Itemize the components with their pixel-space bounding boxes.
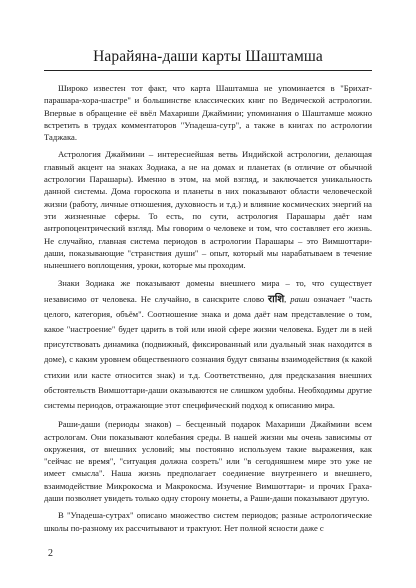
paragraph-3-text-a: Знаки Зодиака же показывают домены внешнего мира – то, что существует независимо от человека. Не случайно, в санскрите слово — [44, 278, 372, 304]
page-number: 2 — [48, 548, 53, 559]
devanagari-word: राशि — [268, 293, 285, 305]
paragraph-1: Широко известен тот факт, что карта Шаштамша не упоминается в "Брихат-парашара-хора-шастре" и большинстве классических книг по Ведической астрологии. Впервые в обращение её ввёл Махариши Джаймини; упоминания о Шаштамше можно встретить в трудах комментаторов "Упадеша-сутр", а также в книгах по астрологии Таджака. — [44, 83, 372, 143]
rashi-term: раши — [290, 293, 310, 304]
header-rule — [44, 70, 372, 71]
paragraph-3 — [44, 276, 372, 413]
paragraph-3-text-b: означает "часть целого, категория, объём". Соотношение знака и дома даёт нам представление о том, какое "настроение" будет царить в той или иной сфере жизни человека. Будет ли в ней присутствовать динамика (подвижный, фиксированный или дуальный знак находится в доме), с каким уровнем общественного сознания будут связаны взаимодействия (к какой стихии или касте относится знак) и т.д. Соответственно, для предсказания внешних обстоятельств Вимшоттари-даши оказываются не слишком удобны. Необходимы другие системы периодов, отражающие этот специфический подход к описанию мира. — [44, 293, 372, 411]
running-header: Нарайяна-даши карты Шаштамша — [93, 48, 323, 65]
paragraph-3-sep: , — [284, 293, 291, 304]
paragraph-5: В "Упадеша-сутрах" описано множество систем периодов; разные астрологические школы по-разному их рассчитывают и трактуют. Нет полной ясности даже с — [44, 510, 372, 533]
paragraph-4: Раши-даши (периоды знаков) – бесценный подарок Махариши Джаймини всем астрологам. Они показывают колебания среды. В нашей жизни мы очень зависимы от окружения, от внешних условий; мы постоянно используем такие выражения, как "сейчас не время", "ситуация должна созреть" или "в сегодняшнем мире это уже не имеет смысла". Наша жизнь предполагает соединение внутреннего и внешнего, взаимодействие Микрокосма и Макрокосма. Изучение Вимшоттари- и прочих Граха-даши позволяет увидеть только одну сторону монеты, а Раши-даши показывают другую. — [44, 419, 372, 504]
article-body — [44, 82, 372, 539]
paragraph-2: Астрология Джаймини – интереснейшая ветвь Индийской астрологии, делающая главный акцент на знаках Зодиака, а не на домах и планетах (в отличие от обычной астрологии Парашары). Именно в этом, на мой взгляд, и заключается уникальность данной системы. Дома гороскопа и планеты в них показывают области человеческой жизни (работу, личные отношения, духовность и т.д.) и влияние космических энергий на эти жизненные сферы. То есть, по сути, астрология Парашары даёт нам антропоцентрический взгляд. Мы говорим о человеке и том, что составляет его жизнь. Не случайно, главная система периодов в астрологии Парашары – это Вимшоттари-даши, показывающие "странствия души" – опыт, который мы нарабатываем в течение нынешнего воплощения, уроки, которые мы проходим. — [44, 149, 372, 271]
